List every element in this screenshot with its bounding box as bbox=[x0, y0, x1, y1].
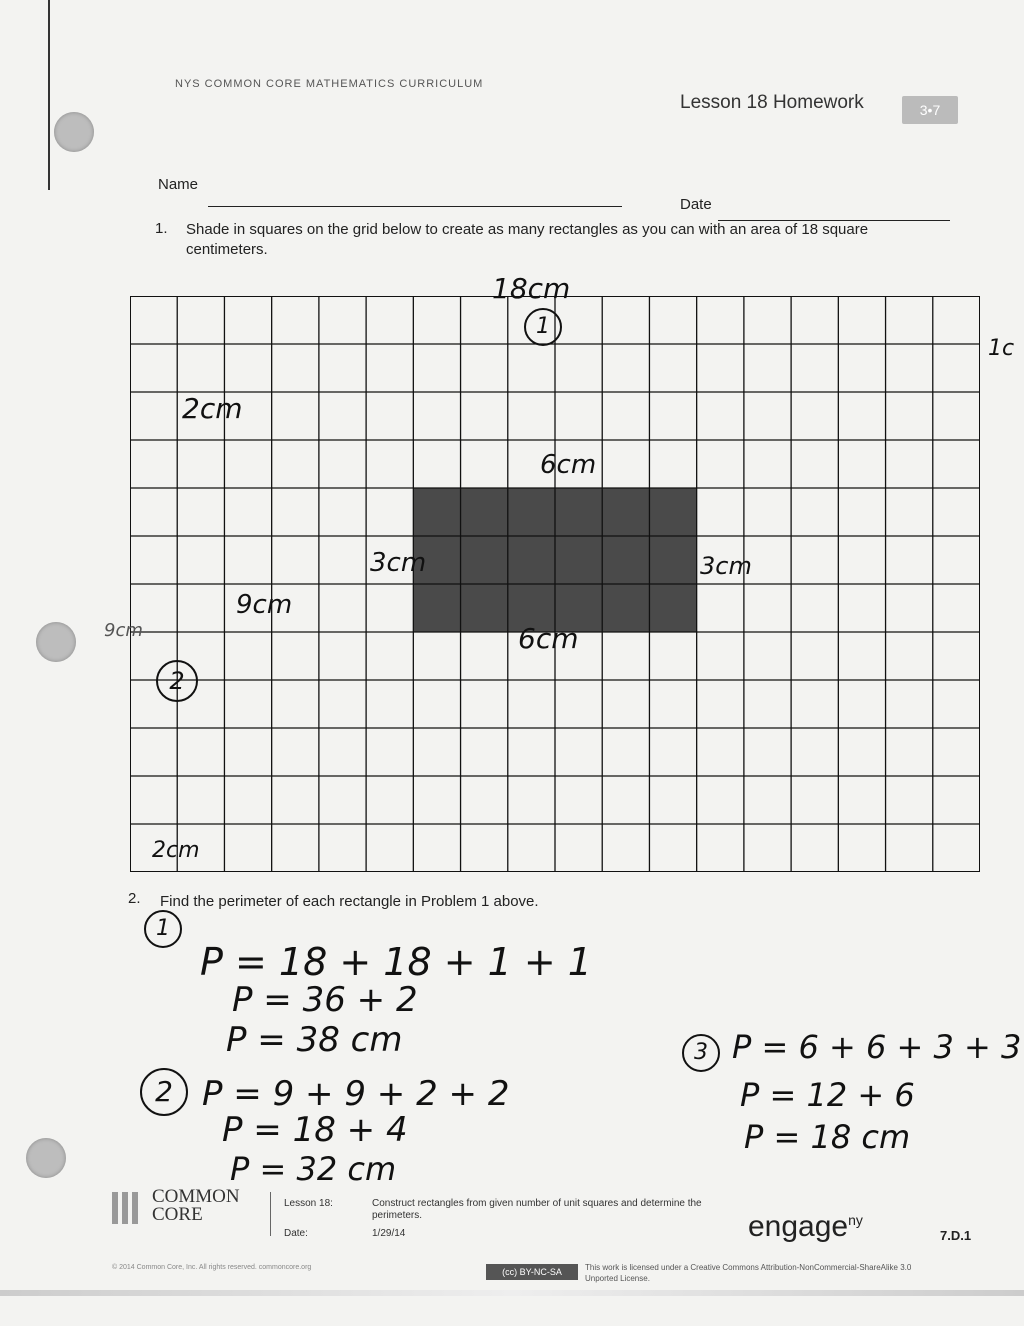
label-3cm-right: 3cm bbox=[700, 552, 752, 580]
problem-1-number: 1. bbox=[155, 220, 168, 237]
label-18cm: 18cm bbox=[492, 272, 571, 305]
grade-badge: 3•7 bbox=[902, 96, 958, 124]
label-9cm: 9cm bbox=[236, 590, 293, 620]
punch-hole-top bbox=[54, 112, 94, 152]
footer-date-label: Date: bbox=[284, 1228, 308, 1239]
scan-edge bbox=[0, 1290, 1024, 1296]
label-2cm-left: 2cm bbox=[182, 392, 243, 425]
footer-separator bbox=[270, 1192, 271, 1236]
name-line[interactable] bbox=[208, 206, 622, 207]
engage-brand-sup: ny bbox=[848, 1212, 863, 1228]
circle-1-grid: 1 bbox=[524, 308, 562, 346]
work-3-line-3: P = 18 cm bbox=[744, 1118, 911, 1156]
copyright-text: © 2014 Common Core, Inc. All rights reserved. commoncore.org bbox=[112, 1264, 312, 1271]
punch-hole-middle bbox=[36, 622, 76, 662]
date-label: Date bbox=[680, 196, 712, 213]
centimeter-grid[interactable] bbox=[130, 296, 980, 872]
logo-line-2: CORE bbox=[152, 1204, 203, 1225]
circle-2-grid: 2 bbox=[156, 660, 198, 702]
footer-lesson-desc: Construct rectangles from given number of unit squares and determine the perimeters. bbox=[372, 1198, 702, 1221]
name-label: Name bbox=[158, 176, 199, 193]
problem-1-text: Shade in squares on the grid below to create as many rectangles as you can with an area of 18 square centimeters. bbox=[186, 221, 869, 258]
punch-hole-bottom bbox=[26, 1138, 66, 1178]
label-2cm-bottom: 2cm bbox=[152, 838, 200, 863]
label-9cm-margin: 9cm bbox=[104, 620, 143, 641]
footer-date-value: 1/29/14 bbox=[372, 1228, 406, 1239]
circle-1-work: 1 bbox=[144, 910, 182, 948]
curriculum-header: NYS COMMON CORE MATHEMATICS CURRICULUM bbox=[175, 78, 484, 90]
binder-margin-line bbox=[48, 0, 50, 190]
logo-line-1: COMMON bbox=[152, 1186, 240, 1207]
circle-2-work: 2 bbox=[140, 1068, 188, 1116]
engageny-logo bbox=[748, 1210, 863, 1244]
lesson-title: Lesson 18 Homework bbox=[680, 92, 864, 113]
circle-3-work: 3 bbox=[682, 1034, 720, 1072]
logo-bars-icon bbox=[112, 1192, 140, 1224]
work-1-line-2: P = 36 + 2 bbox=[232, 980, 418, 1020]
engage-brand: engage bbox=[748, 1210, 849, 1243]
work-2-line-2: P = 18 + 4 bbox=[222, 1110, 408, 1150]
work-1-line-1: P = 18 + 18 + 1 + 1 bbox=[200, 940, 592, 984]
problem-2-number: 2. bbox=[128, 890, 141, 907]
page-code: 7.D.1 bbox=[940, 1228, 972, 1243]
work-3-line-2: P = 12 + 6 bbox=[740, 1076, 915, 1114]
work-2-line-3: P = 32 cm bbox=[230, 1150, 397, 1188]
label-6cm-bottom: 6cm bbox=[518, 622, 579, 655]
problem-2-text: Find the perimeter of each rectangle in Problem 1 above. bbox=[160, 893, 539, 910]
work-2-line-1: P = 9 + 9 + 2 + 2 bbox=[202, 1074, 510, 1114]
label-3cm-left: 3cm bbox=[370, 548, 427, 578]
license-text[interactable]: This work is licensed under a Creative Commons Attribution-NonCommercial-ShareAlike 3.0 Unported License. bbox=[585, 1263, 912, 1283]
label-6cm-top: 6cm bbox=[540, 450, 597, 480]
footer-lesson-label: Lesson 18: bbox=[284, 1198, 333, 1209]
label-1c: 1c bbox=[988, 336, 1015, 361]
work-3-line-1: P = 6 + 6 + 3 + 3 bbox=[732, 1028, 1022, 1066]
work-1-line-3: P = 38 cm bbox=[226, 1020, 403, 1060]
cc-license-badge[interactable]: (cc) BY-NC-SA bbox=[486, 1264, 578, 1280]
